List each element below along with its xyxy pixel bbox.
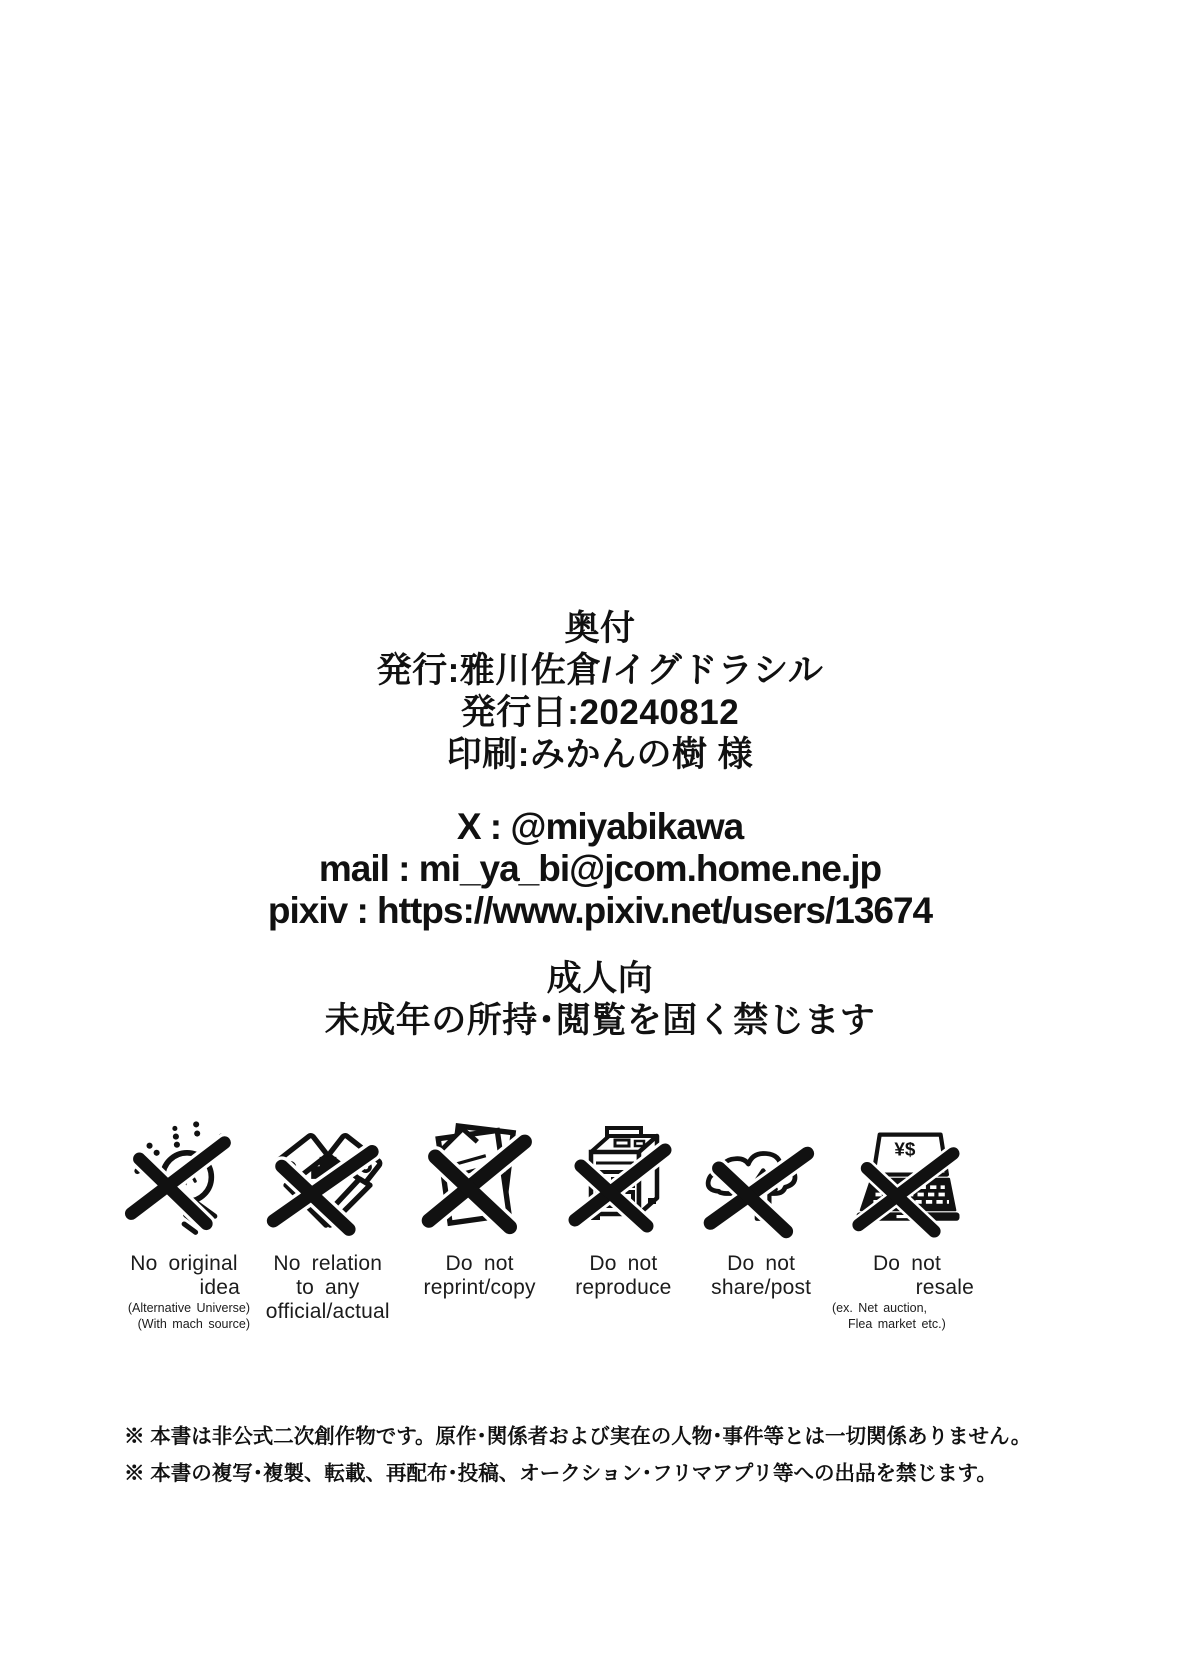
icon-box — [844, 1082, 970, 1244]
icon-box — [416, 1082, 544, 1244]
sub-line: (ex. Net auction, — [831, 1300, 927, 1315]
disclaimer-line-unofficial: ※ 本書は非公式二次創作物です。原作･関係者および実在の人物･事件等とは一切関係ありません。 — [124, 1425, 1032, 1448]
prohibition-item-no-original-idea — [118, 1082, 250, 1332]
disclaimer-line-no-redistribution: ※ 本書の複写･複製、転載、再配布･投稿、オークション･フリマアプリ等への出品を禁じます。 — [124, 1462, 997, 1485]
prohibition-item-no-share-post — [693, 1082, 829, 1332]
x-account-line: X : @miyabikawa — [456, 806, 744, 847]
icon-label — [253, 1252, 403, 1324]
printer-line: 印刷:みかんの樹 様 — [446, 735, 754, 774]
icon-sublabel — [118, 1300, 250, 1333]
prohibition-item-no-reproduce — [556, 1082, 690, 1332]
crossed-lightbulb-icon — [123, 1094, 245, 1244]
label-line: Do not — [727, 1252, 796, 1275]
icon-label — [118, 1252, 250, 1300]
prohibition-item-no-reprint-copy — [406, 1082, 554, 1332]
laptop-screen-currency-text: ¥$ — [894, 1139, 916, 1161]
icon-sublabel — [832, 1300, 982, 1333]
label-line: reprint/copy — [423, 1275, 536, 1299]
icon-label — [693, 1252, 829, 1300]
contact-block — [0, 806, 1200, 932]
prohibition-item-no-official-relation — [253, 1082, 403, 1332]
label-line: resale — [915, 1275, 974, 1299]
pixiv-line: pixiv : https://www.pixiv.net/users/13674 — [267, 890, 933, 931]
label-line: Do not — [445, 1252, 514, 1275]
mail-line: mail : mi_ya_bi@jcom.home.ne.jp — [318, 848, 882, 889]
label-line: idea — [199, 1275, 240, 1299]
prohibition-icon-row — [118, 1082, 982, 1332]
colophon-block — [0, 608, 1200, 1042]
icon-box — [697, 1082, 825, 1244]
crossed-tags-icon — [265, 1118, 391, 1244]
icon-box — [563, 1082, 683, 1244]
label-line: reproduce — [575, 1275, 672, 1299]
adult-notice-text: 未成年の所持･閲覧を固く禁じます — [324, 1001, 876, 1040]
label-line: official/actual — [265, 1299, 390, 1323]
adult-notice-title: 成人向 — [546, 959, 654, 998]
disclaimer-block — [124, 1418, 1084, 1492]
icon-box — [123, 1082, 245, 1244]
sub-line: (With mach source) — [137, 1317, 250, 1332]
icon-label — [406, 1252, 554, 1300]
icon-label — [832, 1252, 982, 1300]
label-line: Do not — [872, 1252, 942, 1275]
icon-label — [556, 1252, 690, 1300]
colophon-title: 奥付 — [564, 609, 636, 648]
publish-date-line: 発行日:20240812 — [460, 693, 740, 732]
icon-box — [265, 1082, 391, 1244]
sub-line: (Alternative Universe) — [127, 1300, 250, 1315]
adult-notice-block — [0, 958, 1200, 1042]
crossed-laptop-icon — [844, 1124, 970, 1244]
sub-line: Flea market etc.) — [847, 1317, 946, 1332]
crossed-cloud-upload-icon — [697, 1122, 825, 1244]
prohibition-item-no-resale — [832, 1082, 982, 1332]
label-line: share/post — [711, 1275, 812, 1299]
publisher-line: 発行:雅川佐倉/イグドラシル — [376, 651, 824, 690]
label-line: to any — [296, 1275, 360, 1299]
label-line: No original — [130, 1252, 238, 1275]
label-line: Do not — [589, 1252, 658, 1275]
label-line: No relation — [273, 1252, 383, 1275]
crossed-copier-icon — [563, 1118, 683, 1244]
crossed-document-icon — [416, 1112, 544, 1244]
